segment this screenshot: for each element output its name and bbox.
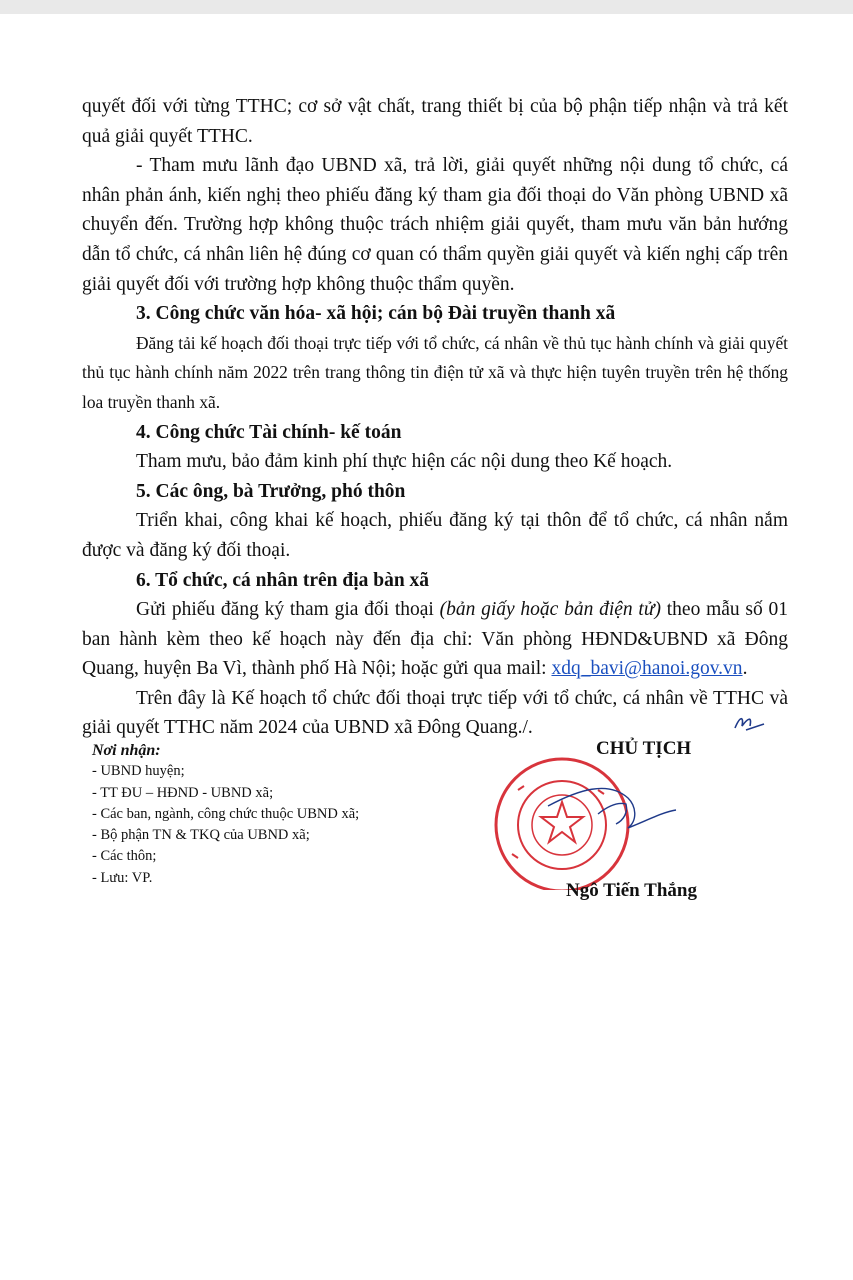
signatory-name: Ngô Tiến Thắng bbox=[566, 880, 697, 901]
recipient-item: - UBND huyện; bbox=[92, 763, 185, 780]
recipients-title: Nơi nhận: bbox=[92, 742, 161, 759]
official-seal-icon bbox=[478, 750, 678, 890]
initial-mark-icon bbox=[732, 712, 766, 736]
recipient-item: - Lưu: VP. bbox=[92, 869, 153, 886]
paragraph-section-3: Đăng tải kế hoạch đối thoại trực tiếp với tổ chức, cá nhân về thủ tục hành chính và giải quyết thủ tục hành chính năm 2022 trên trang thông tin điện tử xã và thực hiện tuyên truyền trên hệ thống loa truyền thanh xã. bbox=[82, 332, 788, 412]
heading-section-4: 4. Công chức Tài chính- kế toán bbox=[136, 421, 402, 443]
recipient-item: - Các ban, ngành, công chức thuộc UBND xã; bbox=[92, 805, 360, 822]
signatory-title: CHỦ TỊCH bbox=[596, 738, 692, 759]
heading-section-6: 6. Tổ chức, cá nhân trên địa bàn xã bbox=[136, 569, 430, 591]
recipient-item: - Các thôn; bbox=[92, 848, 157, 865]
document-body bbox=[82, 92, 788, 743]
paragraph-section-6 bbox=[82, 595, 788, 684]
paragraph-section-5: Triển khai, công khai kế hoạch, phiếu đăng ký tại thôn để tổ chức, cá nhân nắm được và đăng ký đối thoại. bbox=[82, 510, 788, 561]
recipient-item: - TT ĐU – HĐND - UBND xã; bbox=[92, 784, 274, 801]
paragraph-continuation: quyết đối với từng TTHC; cơ sở vật chất, trang thiết bị của bộ phận tiếp nhận và trả kết quả giải quyết TTHC. bbox=[82, 96, 788, 147]
paragraph-section-6-end: . bbox=[742, 658, 748, 680]
heading-section-3: 3. Công chức văn hóa- xã hội; cán bộ Đài truyền thanh xã bbox=[136, 303, 616, 325]
paragraph-advise: - Tham mưu lãnh đạo UBND xã, trả lời, giải quyết những nội dung tổ chức, cá nhân phản ánh, kiến nghị theo phiếu đăng ký tham gia đối thoại do Văn phòng UBND xã chuyển đến. Trường hợp không thuộc trách nhiệm giải quyết, tham mưu văn bản hướng dẫn tổ chức, cá nhân liên hệ đúng cơ quan có thẩm quyền giải quyết và kiến nghị cấp trên giải quyết đối với trường hợp không thuộc thẩm quyền. bbox=[82, 155, 788, 295]
paragraph-section-6-italic: (bản giấy hoặc bản điện tử) bbox=[439, 599, 661, 621]
paragraph-section-6-text-b: theo mẫu số 01 ban hành kèm theo kế hoạch này đến địa chỉ: Văn phòng HĐND&UBND xã Đông Quang, huyện Ba Vì, thành phố Hà Nội; hoặc gửi qua mail: bbox=[82, 599, 789, 680]
recipients-block bbox=[92, 740, 452, 889]
recipient-item: - Bộ phận TN & TKQ của UBND xã; bbox=[92, 827, 310, 844]
heading-section-5: 5. Các ông, bà Trưởng, phó thôn bbox=[136, 480, 406, 502]
paragraph-section-6-text-a: Gửi phiếu đăng ký tham gia đối thoại bbox=[136, 599, 440, 621]
paragraph-section-4: Tham mưu, bảo đảm kinh phí thực hiện các nội dung theo Kế hoạch. bbox=[136, 451, 673, 473]
closing-paragraph: Trên đây là Kế hoạch tổ chức đối thoại trực tiếp với tổ chức, cá nhân về TTHC và giải quyết TTHC năm 2024 của UBND xã Đông Quang./. bbox=[82, 687, 788, 739]
top-bar bbox=[0, 0, 853, 14]
email-link[interactable]: xdq_bavi@hanoi.gov.vn bbox=[551, 658, 743, 680]
